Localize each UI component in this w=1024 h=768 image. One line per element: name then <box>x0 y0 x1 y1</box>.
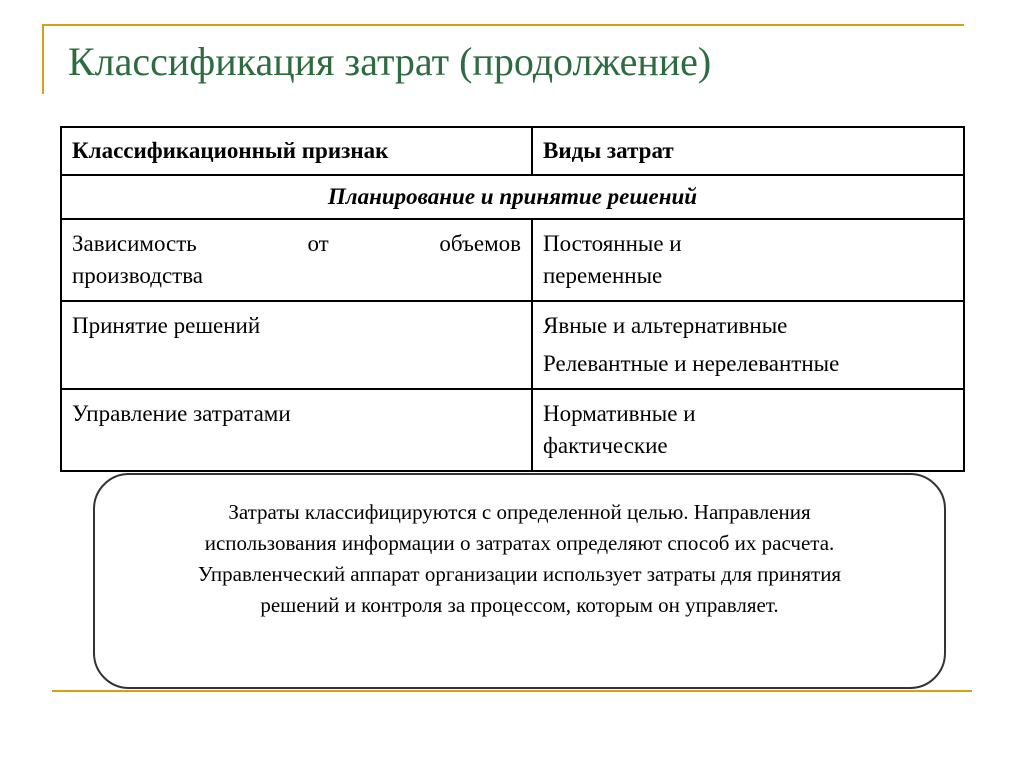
criterion-line: Зависимость от объемов <box>72 231 521 256</box>
bottom-accent-line <box>52 690 972 692</box>
table-header-row <box>61 127 964 175</box>
table-row <box>61 301 964 389</box>
header-criterion: Классификационный признак <box>61 127 532 175</box>
note-line: решений и контроля за процессом, которым он управляет. <box>260 593 779 617</box>
criterion-cell <box>61 301 532 389</box>
table-row <box>61 389 964 471</box>
criterion-line: Принятие решений <box>72 313 261 338</box>
slide-title: Классификация затрат (продолжение) <box>68 39 712 84</box>
note-line: использования информации о затратах определяют способ их расчета. <box>204 531 835 555</box>
cost-type-line: Явные и альтернативные <box>543 313 788 338</box>
cost-type-line: переменные <box>543 263 663 288</box>
table-section-row <box>61 175 964 219</box>
left-accent-line <box>42 24 44 94</box>
criterion-cell <box>61 389 532 471</box>
cost-type-line: Постоянные и <box>543 231 682 256</box>
cost-types-cell <box>532 219 964 301</box>
cost-classification-table <box>60 126 965 472</box>
note-callout-box <box>93 473 946 689</box>
criterion-line: производства <box>72 263 203 288</box>
cost-type-line: Релевантные и нерелевантные <box>543 351 840 376</box>
note-line: Затраты классифицируются с определенной целью. Направления <box>228 500 811 524</box>
note-line: Управленческий аппарат организации использует затраты для принятия <box>197 562 842 586</box>
cost-type-line: Нормативные и <box>543 401 696 426</box>
table-row <box>61 219 964 301</box>
criterion-cell <box>61 219 532 301</box>
section-title: Планирование и принятие решений <box>61 175 964 219</box>
criterion-line: Управление затратами <box>72 401 291 426</box>
top-accent-line <box>42 24 964 26</box>
header-cost-types: Виды затрат <box>532 127 964 175</box>
cost-types-cell <box>532 301 964 389</box>
cost-types-cell <box>532 389 964 471</box>
cost-type-line: фактические <box>543 433 668 458</box>
